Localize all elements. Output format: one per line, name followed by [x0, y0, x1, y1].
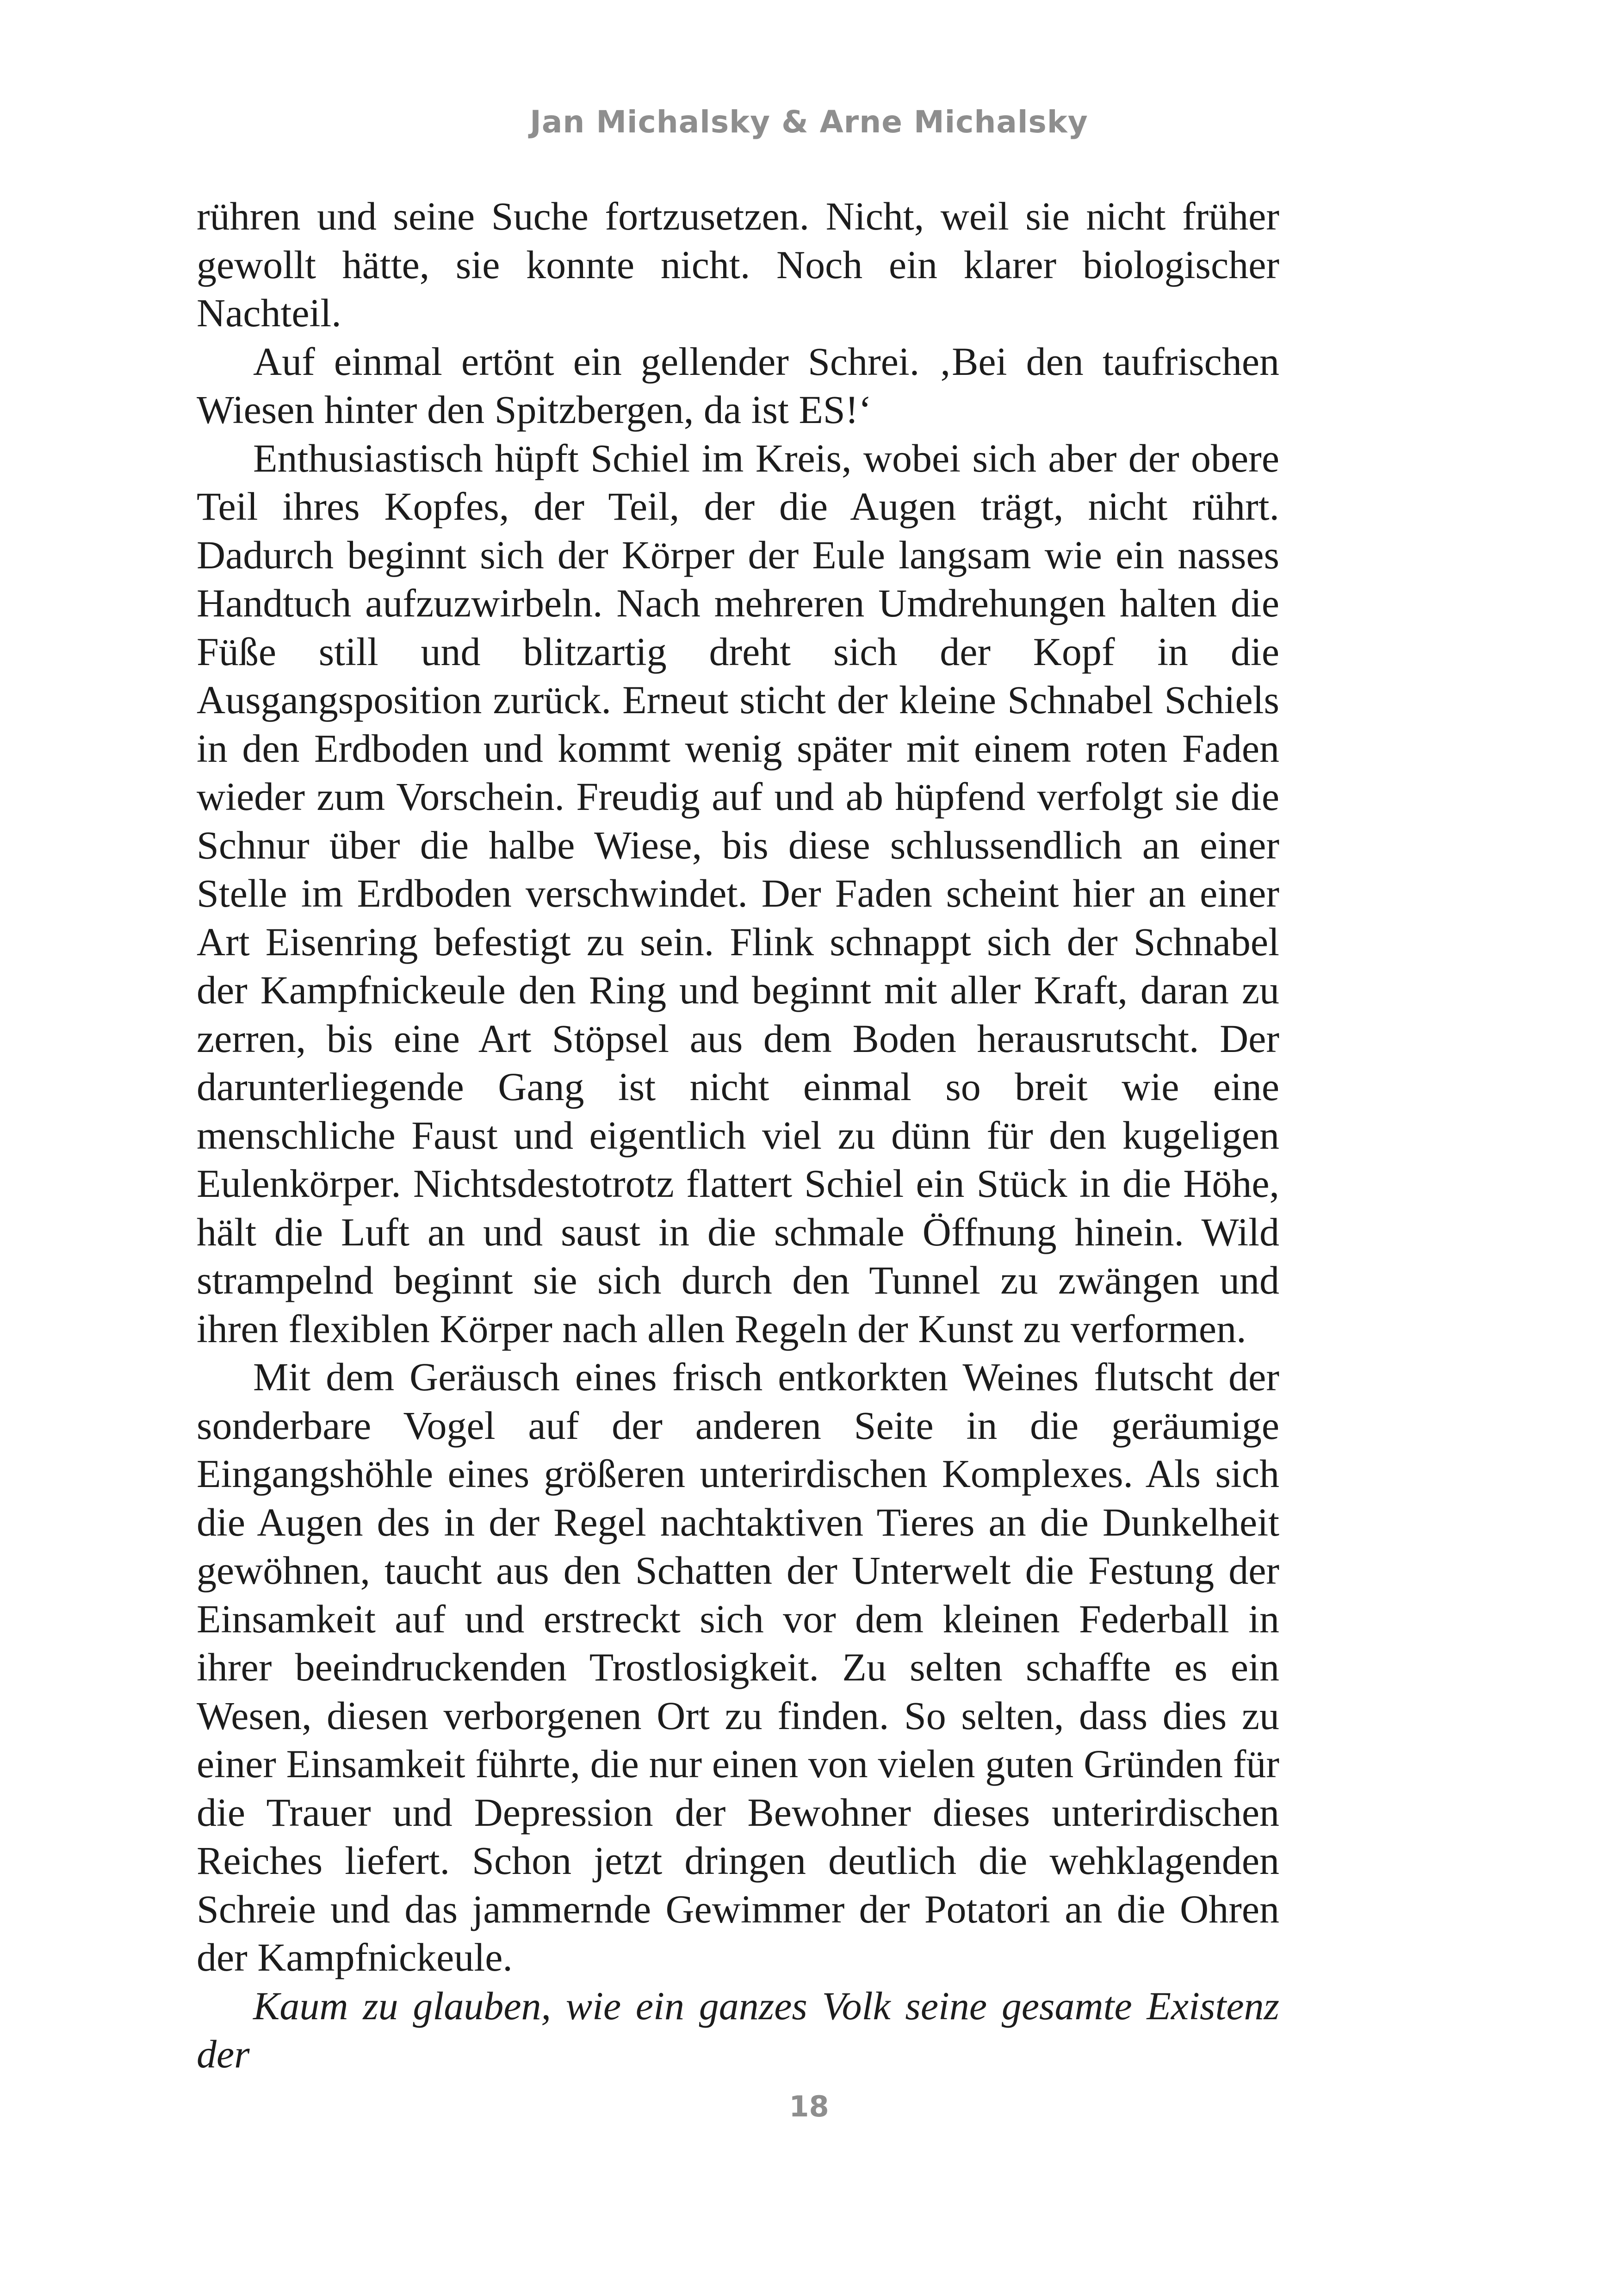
paragraph: Mit dem Geräusch eines frisch entkorkten Weines flutscht der sonderbare Vogel auf der anderen Seite in die geräumige Eingangshöhle eines größeren unterirdischen Komplexes. Als sich die Augen des in der Regel nachtaktiven Tieres an die Dunkelheit gewöhnen, taucht aus den Schatten der Unterwelt die Festung der Einsamkeit auf und erstreckt sich vor dem kleinen Federball in ihrer beeindruckenden Trostlosigkeit. Zu selten schaffte es ein Wesen, diesen verborgenen Ort zu finden. So selten, dass dies zu einer Einsamkeit führte, die nur einen von vielen guten Gründen für die Trauer und Depression der Bewohner dieses unterirdischen Reiches liefert. Schon jetzt dringen deutlich die wehklagenden Schreie und das jammernde Gewimmer der Potatori an die Ohren der Kampfnickeule. [197, 1355, 1279, 1979]
paragraph-continued: rühren und seine Suche fortzusetzen. Nicht, weil sie nicht früher gewollt hätte, sie konnte nicht. Noch ein klarer biologischer Nachteil. [197, 194, 1279, 335]
page-number: 18 [789, 2090, 829, 2123]
body-text [197, 192, 1279, 2078]
paragraph-italic: Kaum zu glauben, wie ein ganzes Volk seine gesamte Existenz der [197, 1983, 1279, 2076]
paragraph: Enthusiastisch hüpft Schiel im Kreis, wobei sich aber der obere Teil ihres Kopfes, der Teil, der die Augen trägt, nicht rührt. Dadurch beginnt sich der Körper der Eule langsam wie ein nasses Handtuch aufzuzwirbeln. Nach mehreren Umdrehungen halten die Füße still und blitzartig dreht sich der Kopf in die Ausgangsposition zurück. Erneut sticht der kleine Schnabel Schiels in den Erdboden und kommt wenig später mit einem roten Faden wieder zum Vorschein. Freudig auf und ab hüpfend verfolgt sie die Schnur über die halbe Wiese, bis diese schlussendlich an einer Stelle im Erdboden verschwindet. Der Faden scheint hier an einer Art Eisenring befestigt zu sein. Flink schnappt sich der Schnabel der Kampfnickeule den Ring und beginnt mit aller Kraft, daran zu zerren, bis eine Art Stöpsel aus dem Boden herausrutscht. Der darunterliegende Gang ist nicht einmal so breit wie eine menschliche Faust und eigentlich viel zu dünn für den kugeligen Eulenkörper. Nichtsdestotrotz flattert Schiel ein Stück in die Höhe, hält die Luft an und saust in die schmale Öffnung hinein. Wild strampelnd beginnt sie sich durch den Tunnel zu zwängen und ihren flexiblen Körper nach allen Regeln der Kunst zu verformen. [197, 436, 1279, 1351]
paragraph: Auf einmal ertönt ein gellender Schrei. ‚Bei den taufrischen Wiesen hinter den Spitzbergen, da ist ES!‘ [197, 339, 1279, 432]
running-head: Jan Michalsky & Arne Michalsky [530, 104, 1088, 140]
